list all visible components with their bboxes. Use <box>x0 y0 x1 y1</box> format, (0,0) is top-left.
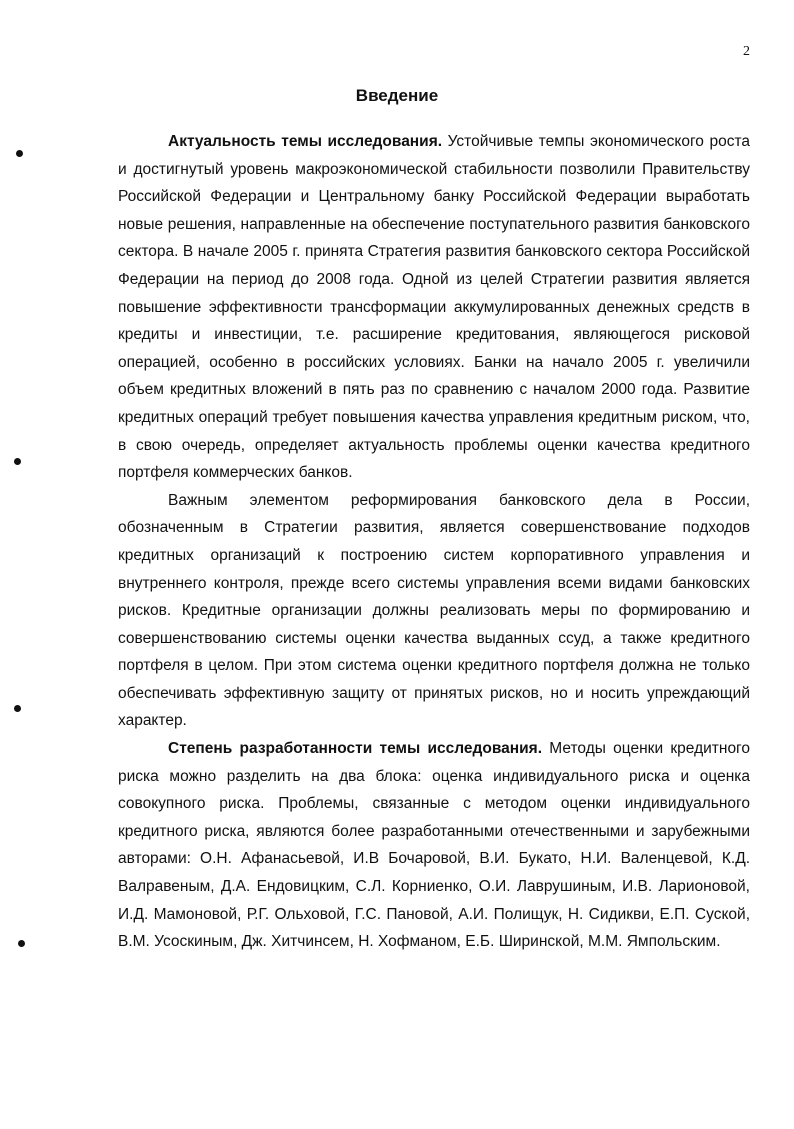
paragraph-text: Важным элементом реформирования банковского дела в России, обозначенным в Стратегии развития, является совершенствование подходов кредитных организаций к построению систем корпоративного управления и внутреннего контроля, прежде всего системы управления всеми видами банковских рисков. Кредитные организации должны реализовать меры по формированию и совершенствованию системы оценки качества выданных ссуд, а также кредитного портфеля в целом. При этом система оценки кредитного портфеля должна не только обеспечивать эффективную защиту от принятых рисков, но и носить упреждающий характер. <box>118 491 750 730</box>
punch-hole-mark <box>14 458 21 465</box>
paragraph-development-degree <box>118 735 750 956</box>
paragraph-text: Устойчивые темпы экономического роста и достигнутый уровень макроэкономической стабильности позволили Правительству Российской Федерации и Центральному банку Российской Федерации выработать новые решения, направленные на обеспечение поступательного развития банковского сектора. В начале 2005 г. принята Стратегия развития банковского сектора Российской Федерации на период до 2008 года. Одной из целей Стратегии развития является повышение эффективности трансформации аккумулированных денежных средств в кредиты и инвестиции, т.е. расширение кредитования, являющегося рисковой операцией, особенно в российских условиях. Банки на начало 2005 г. увеличили объем кредитных вложений в пять раз по сравнению с началом 2000 года. Развитие кредитных операций требует повышения качества управления кредитным риском, что, в свою очередь, определяет актуальность проблемы оценки качества кредитного портфеля коммерческих банков. <box>118 133 750 482</box>
punch-hole-mark <box>18 940 25 947</box>
paragraph-relevance <box>118 128 750 487</box>
document-body <box>118 128 750 956</box>
paragraph-lead: Степень разработанности темы исследования. <box>168 740 543 758</box>
paragraph-text: Методы оценки кредитного риска можно разделить на два блока: оценка индивидуального риска и оценка совокупного риска. Проблемы, связанные с методом оценки индивидуального кредитного риска, являются более разработанными отечественными и зарубежными авторами: О.Н. Афанасьевой, И.В Бочаровой, В.И. Букато, Н.И. Валенцевой, К.Д. Валравеным, Д.А. Ендовицким, С.Л. Корниенко, О.И. Лаврушиным, И.В. Ларионовой, И.Д. Мамоновой, Р.Г. Ольховой, Г.С. Пановой, А.И. Полищук, Н. Сидикви, Е.П. Суской, В.М. Усоскиным, Дж. Хитчинсем, Н. Хофманом, Е.Б. Ширинской, М.М. Ямпольским. <box>118 740 750 951</box>
page-title: Введение <box>355 86 439 105</box>
paragraph-reform <box>118 487 750 735</box>
punch-hole-mark <box>16 150 23 157</box>
page-number: 2 <box>743 44 750 59</box>
paragraph-lead: Актуальность темы исследования. <box>168 133 443 150</box>
punch-hole-mark <box>14 705 21 712</box>
